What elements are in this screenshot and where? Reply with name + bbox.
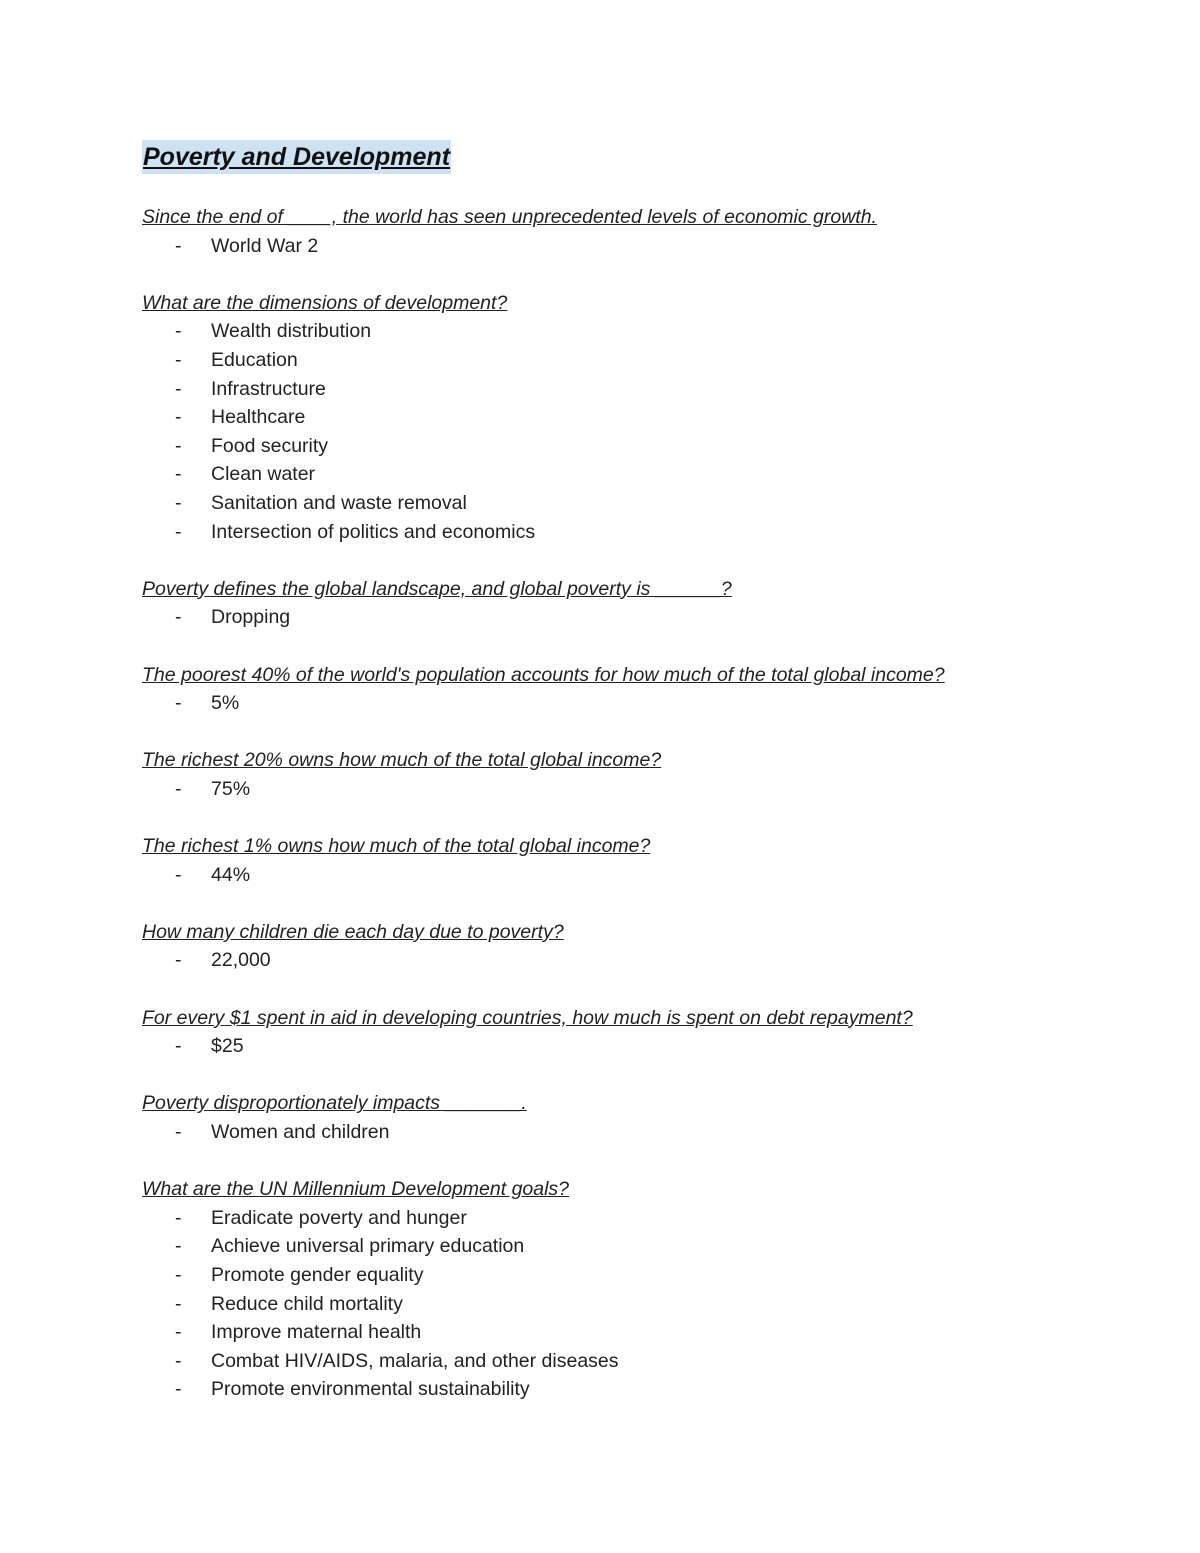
answer-text: Promote gender equality	[211, 1263, 424, 1286]
answer-text: 22,000	[211, 949, 271, 972]
qa-section	[142, 575, 1102, 632]
answer-list	[142, 689, 1102, 718]
list-item	[142, 1204, 1102, 1233]
answer-text: Reduce child mortality	[211, 1292, 403, 1315]
qa-section	[142, 1004, 1102, 1061]
section-gap	[142, 718, 1102, 747]
list-item	[142, 460, 1102, 489]
list-item	[142, 1347, 1102, 1376]
qa-section	[142, 1089, 1102, 1146]
section-gap	[142, 889, 1102, 918]
dash-bullet: -	[175, 863, 182, 886]
answer-text: 75%	[211, 777, 251, 800]
answer-text: Improve maternal health	[211, 1321, 422, 1344]
dash-bullet: -	[175, 491, 182, 514]
dash-bullet: -	[175, 606, 182, 629]
qa-section	[142, 289, 1102, 546]
answer-list	[142, 861, 1102, 890]
section-gap	[142, 260, 1102, 289]
section-gap	[142, 975, 1102, 1004]
question-text: Since the end of ____, the world has seen unprecedented levels of economic growth.	[142, 206, 877, 228]
dash-bullet: -	[175, 1292, 182, 1315]
qa-section	[142, 1175, 1102, 1404]
dash-bullet: -	[175, 1035, 182, 1058]
answer-text: 44%	[211, 863, 251, 886]
dash-bullet: -	[175, 348, 182, 371]
answer-list	[142, 1204, 1102, 1404]
page-title: Poverty and Development	[142, 140, 451, 174]
document-page	[142, 140, 1102, 1404]
dash-bullet: -	[175, 406, 182, 429]
answer-list	[142, 232, 1102, 261]
question-text: The poorest 40% of the world's population accounts for how much of the total global income?	[142, 663, 945, 686]
answer-text: Sanitation and waste removal	[211, 491, 467, 514]
question-text: Poverty disproportionately impacts _______.	[142, 1092, 527, 1115]
qa-section	[142, 832, 1102, 889]
dash-bullet: -	[175, 1206, 182, 1229]
list-item	[142, 375, 1102, 404]
dash-bullet: -	[175, 1378, 182, 1401]
answer-text: World War 2	[211, 234, 319, 257]
section-gap	[142, 546, 1102, 575]
list-item	[142, 1290, 1102, 1319]
list-item	[142, 489, 1102, 518]
answer-text: $25	[211, 1035, 244, 1058]
dash-bullet: -	[175, 234, 182, 257]
list-item	[142, 689, 1102, 718]
dash-bullet: -	[175, 434, 182, 457]
qa-section	[142, 661, 1102, 718]
section-gap	[142, 632, 1102, 661]
qa-section	[142, 203, 1102, 260]
list-item	[142, 1118, 1102, 1147]
dash-bullet: -	[175, 692, 182, 715]
dash-bullet: -	[175, 1263, 182, 1286]
answer-text: Food security	[211, 434, 329, 457]
list-item	[142, 232, 1102, 261]
question-text: What are the UN Millennium Development goals?	[142, 1178, 570, 1201]
answer-list	[142, 775, 1102, 804]
dash-bullet: -	[175, 1349, 182, 1372]
answer-text: Wealth distribution	[211, 320, 372, 343]
answer-list	[142, 1032, 1102, 1061]
list-item	[142, 1232, 1102, 1261]
question-text: The richest 20% owns how much of the total global income?	[142, 749, 662, 772]
list-item	[142, 403, 1102, 432]
dash-bullet: -	[175, 777, 182, 800]
answer-text: Healthcare	[211, 406, 306, 429]
list-item	[142, 1261, 1102, 1290]
qa-section	[142, 918, 1102, 975]
answer-text: 5%	[211, 692, 240, 715]
question-list	[142, 203, 1102, 1404]
dash-bullet: -	[175, 1121, 182, 1143]
dash-bullet: -	[175, 1235, 182, 1258]
question-text: The richest 1% owns how much of the total global income?	[142, 835, 651, 858]
list-item	[142, 946, 1102, 975]
dash-bullet: -	[175, 1321, 182, 1344]
answer-list	[142, 603, 1102, 632]
answer-text: Promote environmental sustainability	[211, 1378, 530, 1401]
question-text: What are the dimensions of development?	[142, 291, 508, 314]
answer-list	[142, 946, 1102, 975]
list-item	[142, 432, 1102, 461]
answer-text: Clean water	[211, 463, 316, 486]
answer-text: Education	[211, 348, 298, 371]
answer-text: Eradicate poverty and hunger	[211, 1206, 467, 1229]
answer-text: Intersection of politics and economics	[211, 520, 536, 543]
dash-bullet: -	[175, 377, 182, 400]
answer-text: Combat HIV/AIDS, malaria, and other diseases	[211, 1349, 619, 1372]
question-text: Poverty defines the global landscape, and global poverty is ______?	[142, 577, 732, 600]
list-item	[142, 317, 1102, 346]
answer-list	[142, 1118, 1102, 1147]
answer-text: Dropping	[211, 606, 291, 629]
list-item	[142, 346, 1102, 375]
list-item	[142, 861, 1102, 890]
dash-bullet: -	[175, 520, 182, 543]
section-gap	[142, 803, 1102, 832]
section-gap	[142, 1061, 1102, 1090]
answer-list	[142, 317, 1102, 546]
answer-text: Infrastructure	[211, 377, 326, 400]
spacer	[142, 174, 1102, 203]
dash-bullet: -	[175, 949, 182, 972]
section-gap	[142, 1147, 1102, 1176]
dash-bullet: -	[175, 463, 182, 486]
question-text: For every $1 spent in aid in developing countries, how much is spent on debt repayment?	[142, 1006, 913, 1029]
list-item	[142, 518, 1102, 547]
list-item	[142, 1318, 1102, 1347]
list-item	[142, 1032, 1102, 1061]
list-item	[142, 603, 1102, 632]
answer-text: Women and children	[211, 1121, 390, 1143]
list-item	[142, 1375, 1102, 1404]
question-text: How many children die each day due to poverty?	[142, 920, 564, 943]
dash-bullet: -	[175, 320, 182, 343]
answer-text: Achieve universal primary education	[211, 1235, 525, 1258]
qa-section	[142, 746, 1102, 803]
list-item	[142, 775, 1102, 804]
